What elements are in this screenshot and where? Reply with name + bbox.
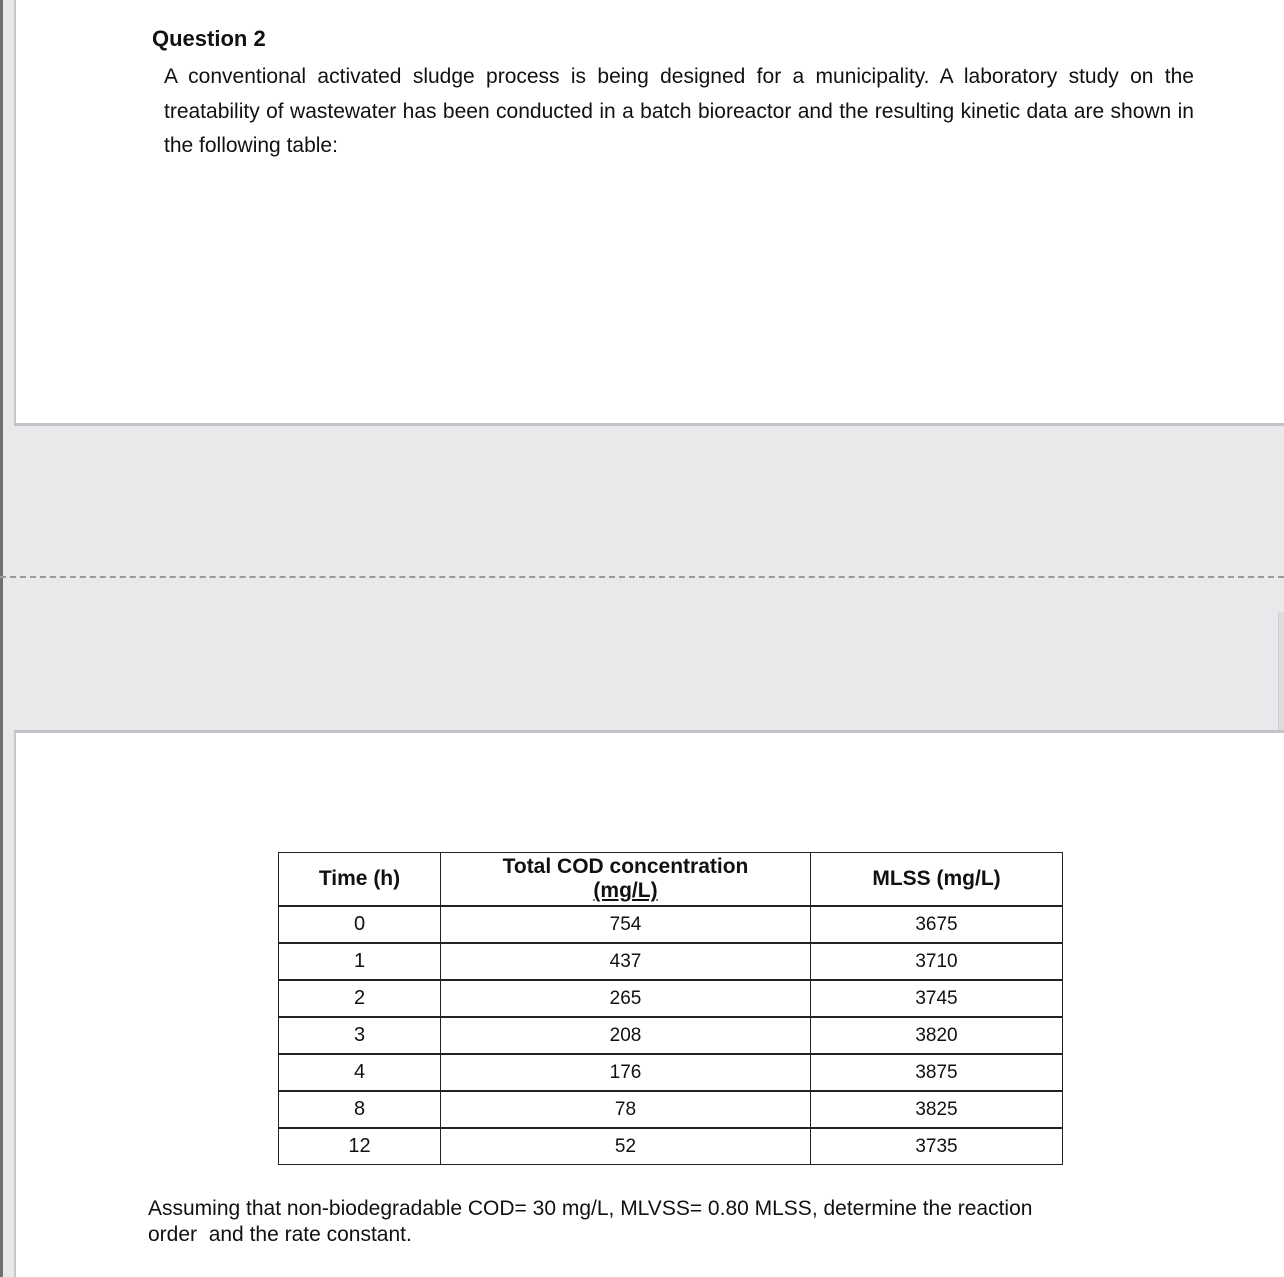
cell-cod: 52: [441, 1128, 811, 1165]
header-cod: [441, 853, 811, 907]
question-title: Question 2: [152, 26, 266, 51]
cell-time: 8: [279, 1091, 441, 1128]
table-row: [279, 1054, 1063, 1091]
cell-cod: 78: [441, 1091, 811, 1128]
cell-cod: 208: [441, 1017, 811, 1054]
cell-time: 1: [279, 943, 441, 980]
cell-time: 2: [279, 980, 441, 1017]
kinetic-data-table: [278, 852, 1063, 1165]
cell-time: 0: [279, 906, 441, 943]
cell-mlss: 3735: [811, 1128, 1063, 1165]
cell-cod: 265: [441, 980, 811, 1017]
cell-cod: 176: [441, 1054, 811, 1091]
cell-mlss: 3875: [811, 1054, 1063, 1091]
cell-mlss: 3710: [811, 943, 1063, 980]
table-row: [279, 1017, 1063, 1054]
table-row: [279, 980, 1063, 1017]
header-mlss: MLSS (mg/L): [811, 853, 1063, 907]
header-cod-line2: (mg/L): [593, 879, 658, 902]
header-cod-line1: Total COD concentration: [502, 855, 749, 878]
cell-time: 12: [279, 1128, 441, 1165]
cell-cod: 437: [441, 943, 811, 980]
cell-time: 3: [279, 1017, 441, 1054]
table-row: [279, 1091, 1063, 1128]
page-gap-edge: [1278, 612, 1284, 730]
viewer-left-edge: [0, 0, 3, 1277]
table-row: [279, 1128, 1063, 1165]
table-row: [279, 906, 1063, 943]
question-footer: [148, 1196, 1148, 1248]
cell-mlss: 3745: [811, 980, 1063, 1017]
cell-mlss: 3820: [811, 1017, 1063, 1054]
cell-mlss: 3825: [811, 1091, 1063, 1128]
cell-time: 4: [279, 1054, 441, 1091]
question-intro: A conventional activated sludge process is being designed for a municipality. A laboratory study on the treatability of wastewater has been conducted in a batch bioreactor and the resulting kinetic data are shown in the following table:: [164, 65, 1194, 157]
page-1: [14, 0, 1284, 426]
footer-line-1: Assuming that non-biodegradable COD= 30 mg/L, MLVSS= 0.80 MLSS, determine the reaction: [148, 1197, 1033, 1220]
table-row: [279, 943, 1063, 980]
page-break-line: [0, 576, 1284, 578]
header-time: Time (h): [279, 853, 441, 907]
table-header-row: [279, 853, 1063, 907]
cell-mlss: 3675: [811, 906, 1063, 943]
footer-line-2: order and the rate constant.: [148, 1223, 412, 1246]
cell-cod: 754: [441, 906, 811, 943]
